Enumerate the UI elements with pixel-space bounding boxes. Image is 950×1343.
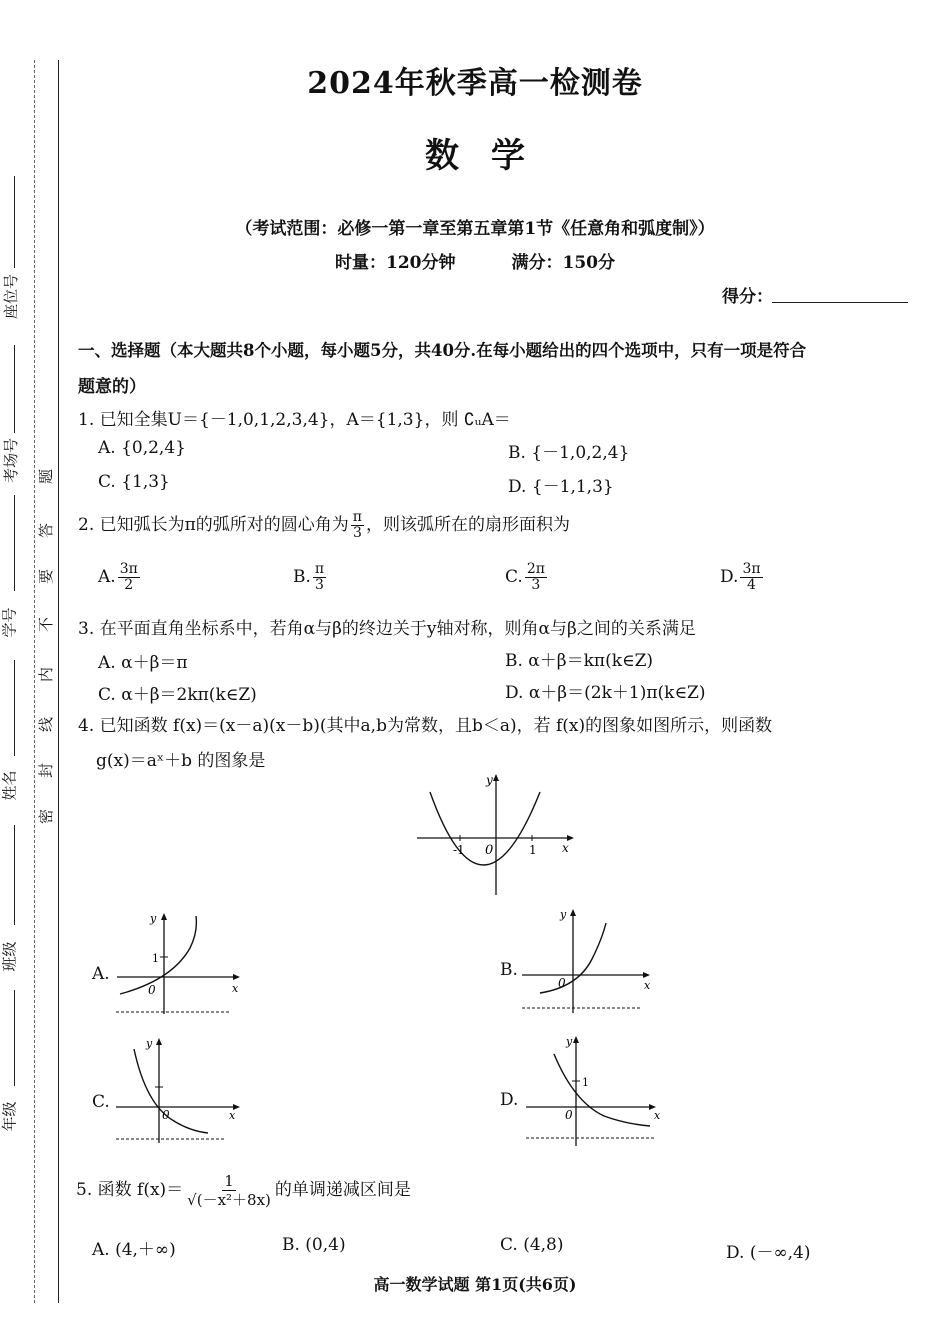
q5-stem: 5. 函数 f(x)＝ $\frac{1}{\text{√(－x²＋8x)}}$ 的单调递减区间是 xyxy=(76,1172,411,1209)
exam-full-score: 满分：150分 xyxy=(511,253,615,273)
seal-char-1: 密 xyxy=(37,808,56,825)
field-grade-line xyxy=(14,990,15,1086)
field-exam-room: 考场号 xyxy=(2,437,21,484)
q4-option-b-graph[interactable] xyxy=(518,905,658,1020)
q3-option-d[interactable]: D. α＋β＝(2k＋1)π(k∈Z) xyxy=(505,683,706,703)
q4-stem-cont: g(x)＝aˣ＋b 的图象是 xyxy=(96,751,266,771)
field-seat-number: 座位号 xyxy=(2,273,21,320)
q4-option-b-label[interactable]: B. xyxy=(500,960,518,980)
label-x: x xyxy=(562,841,569,855)
exam-time-row xyxy=(0,248,950,273)
svg-text:x: x xyxy=(644,979,651,992)
q2-option-d[interactable]: D. $\frac{3\pi}{4}$ xyxy=(720,561,761,593)
svg-text:0: 0 xyxy=(558,976,566,990)
q3-stem: 3. 在平面直角坐标系中，若角α与β的终边关于y轴对称，则角α与β之间的关系满足 xyxy=(78,619,696,639)
q4-option-c-label[interactable]: C. xyxy=(92,1092,110,1112)
q4-option-d-label[interactable]: D. xyxy=(500,1090,519,1110)
score-blank[interactable] xyxy=(772,302,908,303)
section-header: 一、选择题（本大题共8个小题，每小题5分，共40分.在每小题给出的四个选项中，只有一项是符合 xyxy=(78,341,807,360)
label-one: 1 xyxy=(529,843,537,857)
label-y: y xyxy=(486,773,493,787)
q4-stem: 4. 已知函数 f(x)＝(x－a)(x－b)(其中a,b为常数，且b＜a)，若 f(x)的图象如图所示，则函数 xyxy=(78,716,773,736)
q5-option-d[interactable]: D. (－∞,4) xyxy=(726,1243,811,1263)
q2-stem-frac: $\frac{\pi}{3}$ xyxy=(352,509,362,541)
subject-char: 数 xyxy=(425,136,459,176)
svg-text:0: 0 xyxy=(565,1108,573,1122)
q4-option-d-graph[interactable] xyxy=(522,1032,664,1150)
q1-option-b[interactable]: B. {－1,0,2,4} xyxy=(508,443,630,463)
seal-char-3: 线 xyxy=(37,716,56,733)
seal-char-4: 内 xyxy=(37,666,56,683)
seal-char-6: 要 xyxy=(37,568,56,585)
q1-option-d[interactable]: D. {－1,1,3} xyxy=(508,477,614,497)
svg-text:y: y xyxy=(146,1037,153,1050)
svg-text:1: 1 xyxy=(582,1076,589,1089)
q5-option-b[interactable]: B. (0,4) xyxy=(282,1235,346,1255)
q2-stem-b: ，则该弧所在的扇形面积为 xyxy=(366,515,570,535)
q2-option-c[interactable]: C. $\frac{2\pi}{3}$ xyxy=(505,561,545,593)
seal-char-7: 答 xyxy=(37,522,56,539)
page-footer: 高一数学试题 第1页(共6页) xyxy=(373,1275,577,1294)
q4-parabola-graph xyxy=(412,770,582,900)
subject-title xyxy=(0,128,950,177)
seal-char-2: 封 xyxy=(37,762,56,779)
field-name-line xyxy=(14,660,15,756)
axis-y-arrow xyxy=(493,774,499,781)
svg-text:1: 1 xyxy=(152,952,159,965)
svg-text:x: x xyxy=(654,1109,661,1122)
svg-text:x: x xyxy=(229,1109,236,1122)
q3-option-a[interactable]: A. α＋β＝π xyxy=(98,653,188,673)
field-class: 班级 xyxy=(0,941,19,972)
q4-option-a-graph[interactable] xyxy=(112,910,247,1020)
svg-text:y: y xyxy=(566,1035,573,1048)
q4-option-c-graph[interactable] xyxy=(112,1035,247,1147)
svg-text:y: y xyxy=(150,912,157,925)
score-label: 得分： xyxy=(722,287,773,307)
svg-text:y: y xyxy=(560,908,567,921)
seal-char-5: 不 xyxy=(37,616,56,633)
subject-char: 学 xyxy=(491,136,525,176)
q5-option-a[interactable]: A. (4,＋∞) xyxy=(92,1240,176,1260)
q3-option-b[interactable]: B. α＋β＝kπ(k∈Z) xyxy=(505,651,654,671)
q4-option-a-label[interactable]: A. xyxy=(92,964,110,984)
field-grade: 年级 xyxy=(0,1101,19,1132)
q3-option-c[interactable]: C. α＋β＝2kπ(k∈Z) xyxy=(98,685,257,705)
svg-text:0: 0 xyxy=(148,983,156,997)
label-origin: 0 xyxy=(485,843,494,858)
svg-text:x: x xyxy=(232,982,239,995)
svg-text:0: 0 xyxy=(162,1108,170,1122)
label-neg1: -1 xyxy=(453,843,465,857)
q2-option-b[interactable]: B. $\frac{\pi}{3}$ xyxy=(293,561,325,593)
q2-option-a[interactable]: A. $\frac{3\pi}{2}$ xyxy=(98,561,138,593)
q2-stem xyxy=(78,510,570,541)
field-class-line xyxy=(14,825,15,925)
binding-solid-line xyxy=(58,60,59,1303)
exam-time: 时量：120分钟 xyxy=(335,253,456,273)
field-exam-room-line xyxy=(14,345,15,433)
q5-option-c[interactable]: C. (4,8) xyxy=(500,1235,564,1255)
seal-char-8: 题 xyxy=(37,468,56,485)
section-header-cont: 题意的） xyxy=(78,377,146,397)
q1-option-a[interactable]: A. {0,2,4} xyxy=(98,438,186,458)
exam-scope: （考试范围：必修一第一章至第五章第1节《任意角和弧度制》） xyxy=(235,219,715,239)
field-name: 姓名 xyxy=(0,770,19,801)
field-student-id: 学号 xyxy=(0,607,19,638)
q1-stem: 1. 已知全集U＝{－1,0,1,2,3,4}，A＝{1,3}，则 ∁ᵤA＝ xyxy=(78,410,511,430)
exam-title: 2024年秋季高一检测卷 xyxy=(307,66,643,101)
q2-stem-a: 2. 已知弧长为π的弧所对的圆心角为 xyxy=(78,515,349,535)
q1-option-c[interactable]: C. {1,3} xyxy=(98,472,170,492)
field-student-id-line xyxy=(14,495,15,591)
